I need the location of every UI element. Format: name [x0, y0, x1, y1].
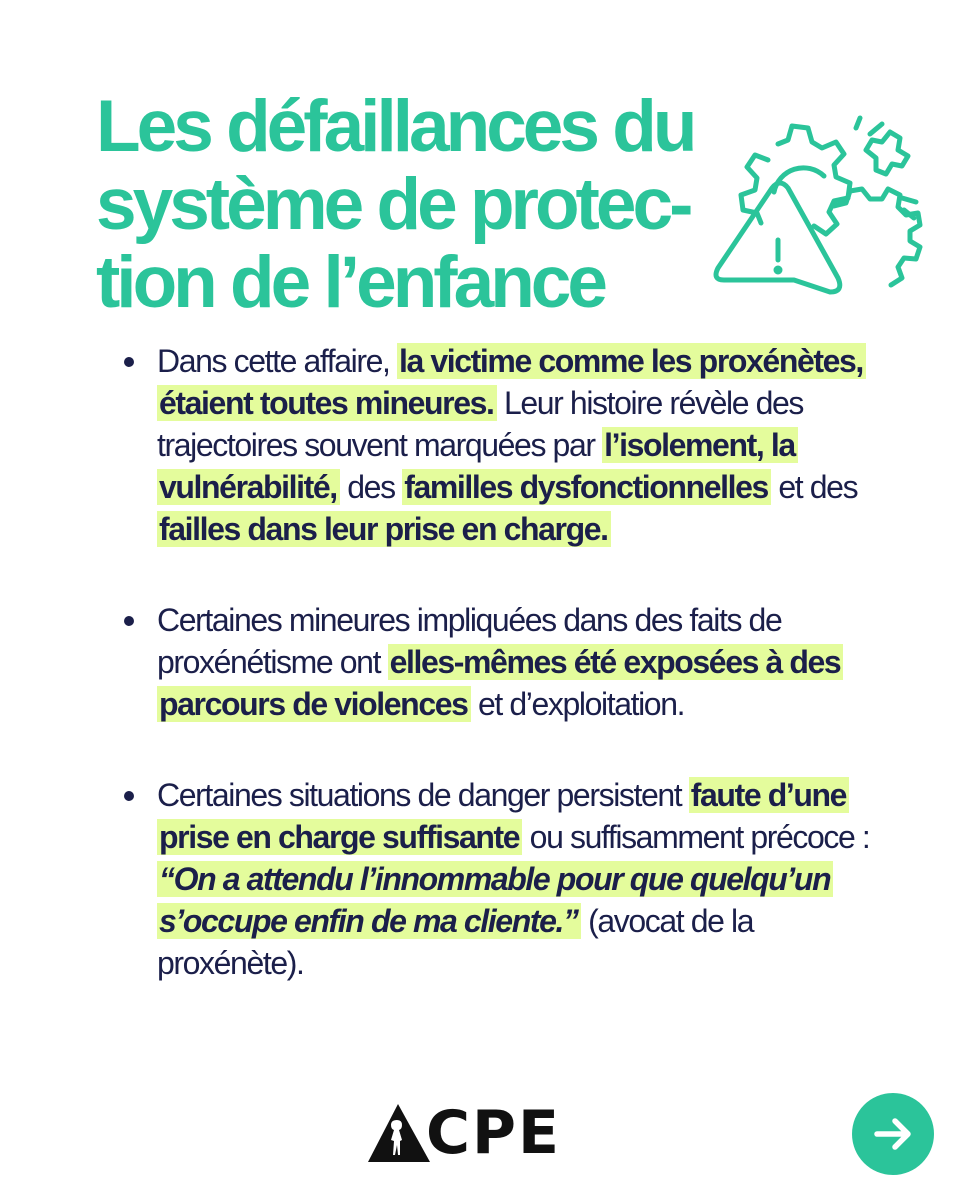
bullet-text: Certaines situations de danger persistent: [157, 777, 689, 813]
bullet-text: (avocat de la proxénète).: [157, 903, 754, 981]
quote-highlight: “On a attendu l’innommable pour que quelqu’un s’occupe enfin de ma cliente.”: [157, 861, 833, 939]
highlight-text: faute d’une prise en charge suffisante: [157, 777, 849, 855]
bullet-list: [122, 340, 882, 1033]
bullet-text: des: [339, 469, 403, 505]
highlight-text: l’isolement, la vulnérabilité,: [157, 427, 798, 505]
highlight-text: familles dysfonctionnelles: [402, 469, 771, 505]
bullet-text: Certaines mineures impliquées dans des faits de proxénétisme ont: [157, 602, 782, 680]
warning-gear-icon: [706, 106, 928, 320]
next-button[interactable]: [852, 1093, 934, 1175]
bullet-item: [122, 774, 882, 984]
highlight-text: elles-mêmes été exposées à des parcours de violences: [157, 644, 843, 722]
arrow-right-icon: [869, 1110, 917, 1158]
page-title: [96, 88, 736, 322]
title-line-1: Les défaillances du: [96, 86, 694, 167]
bullet-text: et des: [770, 469, 858, 505]
highlight-text: failles dans leur prise en charge.: [157, 511, 611, 547]
bullet-text: Dans cette affaire,: [157, 343, 398, 379]
title-line-2: système de protec-: [96, 164, 690, 245]
bullet-item: [122, 599, 882, 725]
bullet-text: Leur histoire révèle des trajectoires souvent marquées par: [157, 385, 804, 463]
highlight-text: la victime comme les proxénètes, étaient toutes mineures.: [157, 343, 866, 421]
bullet-item: [122, 340, 882, 550]
bullet-text: ou suffisamment précoce :: [522, 819, 870, 855]
title-line-3: tion de l’enfance: [96, 242, 604, 323]
acpe-logo: [368, 1098, 598, 1168]
bullet-text: et d’exploitation.: [470, 686, 685, 722]
logo-text: CPE: [426, 1098, 561, 1168]
logo-triangle-icon: [368, 1104, 430, 1162]
